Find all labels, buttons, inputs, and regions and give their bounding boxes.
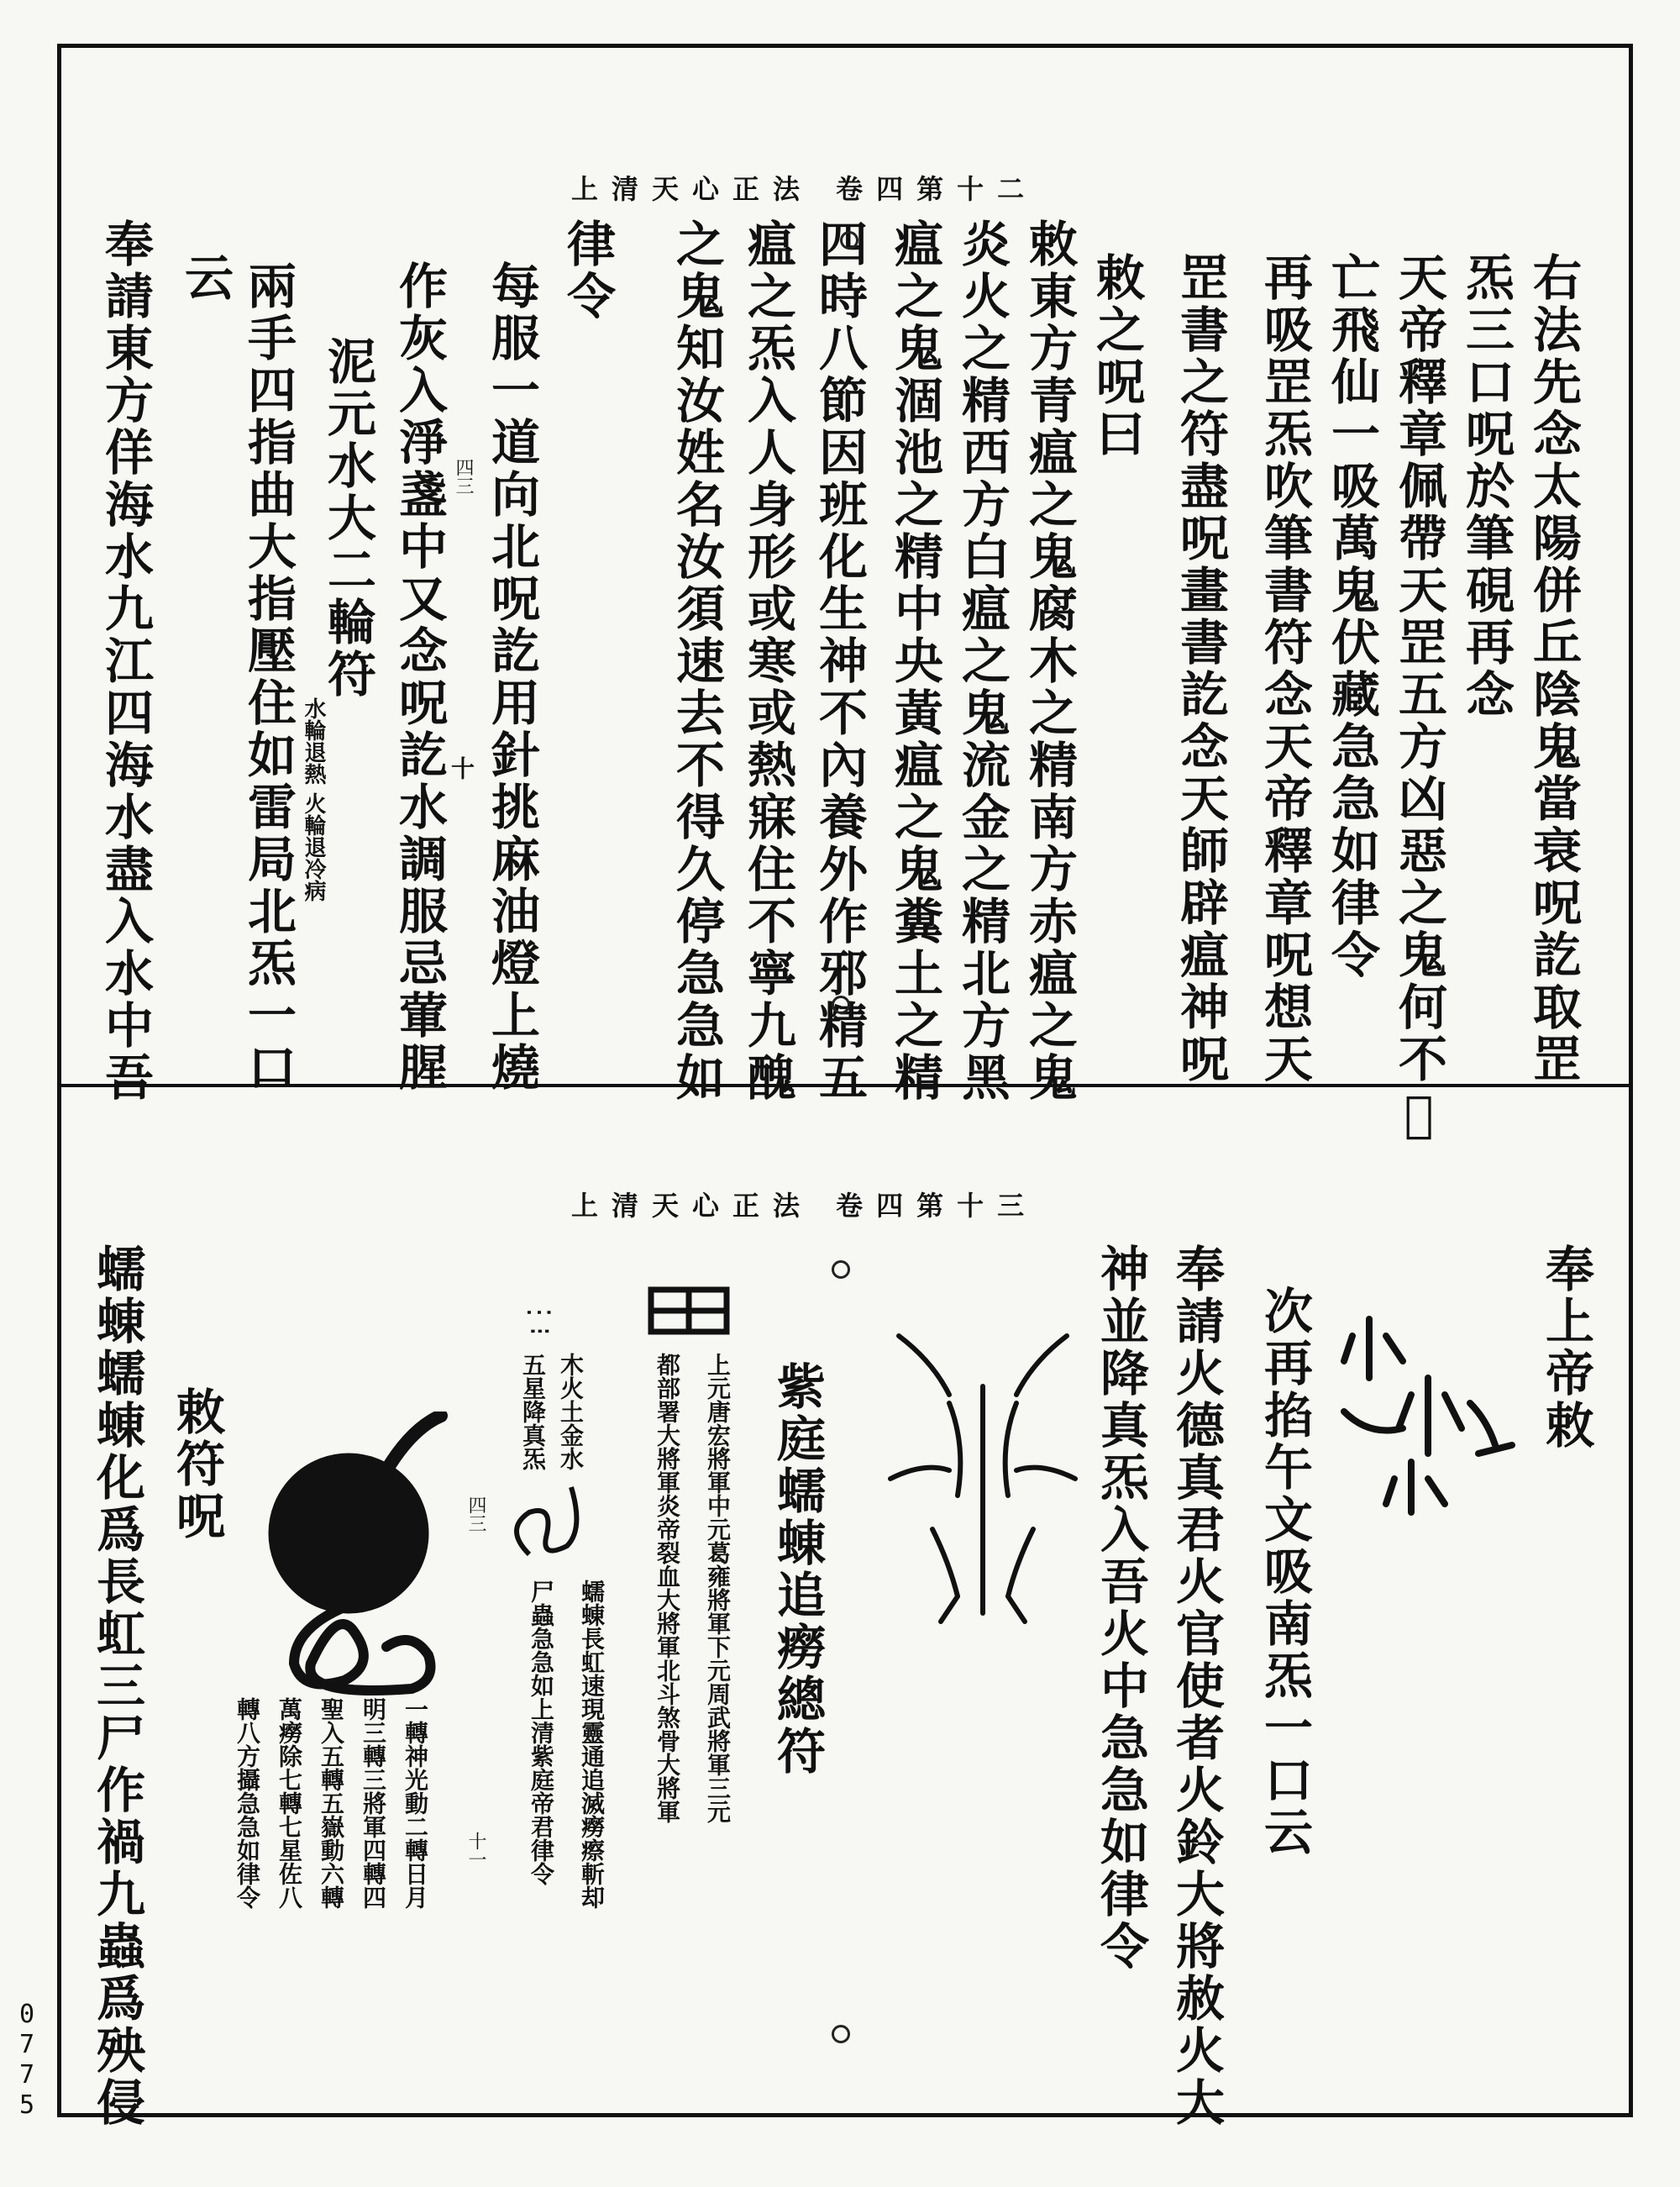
- bottom-col-1: 奉上帝敕: [1537, 1243, 1594, 1452]
- black-sun-talisman: [260, 1412, 454, 1706]
- ring-mark: [832, 1260, 850, 1279]
- spell-small-1: 蠕蝀長虹速現靈通追滅癆瘵斬却: [578, 1580, 606, 1909]
- spell-turn-2: 明三轉三將軍四轉四: [360, 1697, 387, 1909]
- bottom-col-4: 神並降真炁入吾火中急急如律令: [1092, 1243, 1149, 1973]
- top-page-header: 上清天心正法 卷四第十二: [571, 173, 1038, 205]
- fu-inscription-1: 上元唐宏將軍中元葛雍將軍下元周武將軍三元: [704, 1353, 732, 1823]
- ring-mark: [832, 996, 850, 1014]
- bottom-mark-43: 四三: [465, 1496, 486, 1532]
- ring-mark: [832, 2025, 850, 2043]
- top-col-11: 四時八節因班化生神不內養外作邪精五: [811, 218, 868, 1104]
- star-dots: ⋮⁝: [522, 1298, 556, 1336]
- fire-talisman-glyph: [1310, 1311, 1529, 1529]
- top-col-12: 瘟之炁入人身形或寒或熱寐住不寧九醜: [739, 218, 796, 1104]
- top-col-7: 敕之呪曰: [1088, 252, 1145, 460]
- top-col-5: 再吸罡炁吹筆書符念天帝釋章呪想天: [1256, 252, 1313, 1086]
- spell-small-mark: 十一: [465, 1832, 486, 1869]
- spell-turn-5: 轉八方攝急急如律令: [234, 1697, 261, 1909]
- top-col-1: 右法先念太陽併丘陰鬼當衰呪訖取罡: [1525, 252, 1582, 1086]
- bottom-col-6: 敕符呪: [168, 1386, 225, 1543]
- top-col-9: 炎火之精西方白瘟之鬼流金之精北方黑: [953, 218, 1011, 1104]
- top-col-15: 每服一道向北呪訖用針挑麻油燈上燒: [483, 260, 540, 1094]
- talisman-figure: [874, 1311, 1092, 1647]
- page-number: 0 7 7 5: [18, 2000, 35, 2120]
- loop-glyph: [504, 1479, 588, 1563]
- spell-small-2: 尸蟲急急如上清紫庭帝君律令: [528, 1580, 555, 1885]
- top-col-14: 律令: [559, 218, 616, 323]
- star-note-line-2: 五星降真炁: [519, 1353, 547, 1470]
- bottom-col-5: 紫庭蠕蝀追癆總符: [769, 1361, 826, 1778]
- top-mark-43: 四三: [453, 458, 474, 495]
- top-col-16: 作灰入淨盞中又念呪訖水調服忌葷腥: [391, 260, 448, 1094]
- ring-mark: [840, 231, 858, 250]
- top-col17-note: 水輪退熱 火輪退冷病: [301, 697, 326, 902]
- top-col-19: 云: [176, 252, 234, 304]
- top-col-6: 罡書之符盡呪畫書訖念天師辟瘟神呪: [1172, 252, 1229, 1086]
- spell-turn-1: 一轉神光動二轉日月: [402, 1697, 429, 1909]
- bottom-col-3: 奉請火德真君火官使者火鈴大將赦火大: [1168, 1243, 1225, 2129]
- top-col-2: 炁三口呪於筆硯再念: [1457, 252, 1515, 721]
- top-col-20: 奉請東方佯海水九江四海水盡入水中吾: [97, 218, 154, 1104]
- top-col-18: 兩手四指曲大指壓住如雷局北炁一口: [239, 260, 297, 1094]
- spell-turn-4: 萬癆除七轉七星佐八: [276, 1697, 303, 1909]
- tian-glyph: [647, 1285, 731, 1336]
- spell-turn-3: 聖入五轉五嶽動六轉: [318, 1697, 345, 1909]
- top-col-17: 泥元水大二輪符: [319, 336, 376, 701]
- top-mark-10: 十: [448, 756, 475, 780]
- fu-inscription-2: 都部署大將軍炎帝裂血大將軍北斗煞骨大將軍: [654, 1353, 681, 1823]
- bottom-col-2: 次再掐午文吸南炁一口云: [1256, 1285, 1313, 1858]
- top-col-3: 天帝釋章佩帶天罡五方凶惡之鬼何不𢦤: [1390, 252, 1447, 1146]
- top-col-8: 敕東方青瘟之鬼腐木之精南方赤瘟之鬼: [1021, 218, 1078, 1104]
- top-col-10: 瘟之鬼涸池之精中央黃瘟之鬼糞土之精: [886, 218, 943, 1104]
- top-col-13: 之鬼知汝姓名汝須速去不得久停急急如: [668, 218, 725, 1104]
- bottom-page-header: 上清天心正法 卷四第十三: [571, 1190, 1038, 1222]
- star-note-line-1: 木火土金水: [557, 1353, 585, 1470]
- bottom-col-7: 蠕蝀蠕蝀化爲長虹三尸作禍九蟲爲殃侵: [88, 1243, 145, 2129]
- top-col-4: 亡飛仙一吸萬鬼伏藏急急如律令: [1323, 252, 1380, 981]
